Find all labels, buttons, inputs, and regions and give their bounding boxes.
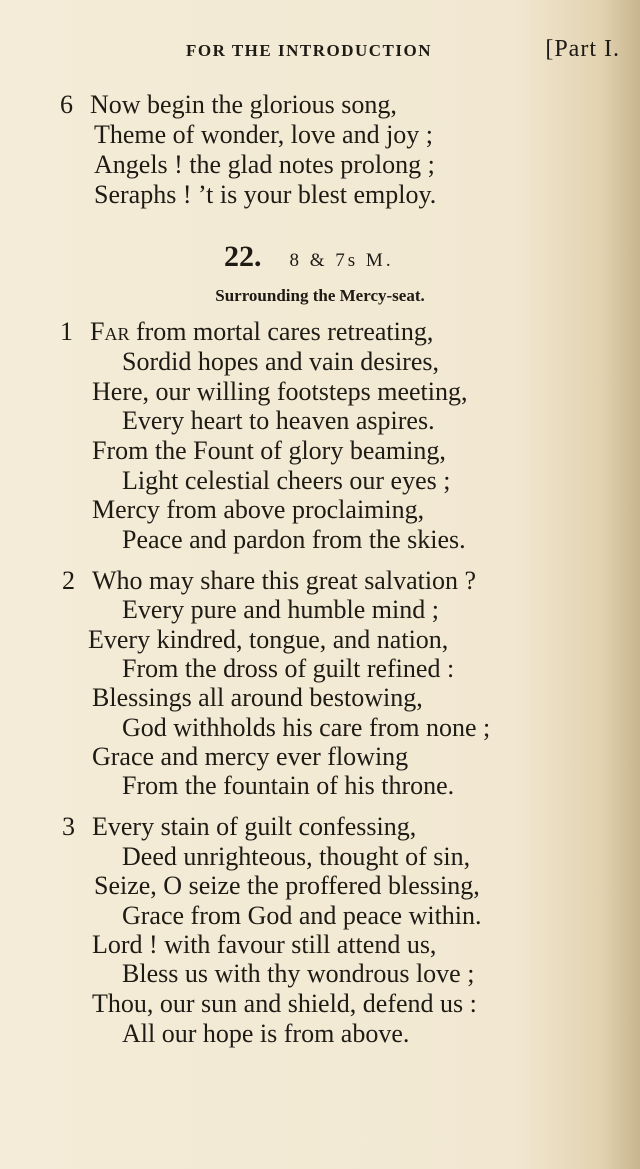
verse-line: Now begin the glorious song, [90,90,397,119]
verse-line: Here, our willing footsteps meeting, [92,377,468,406]
verse-line [90,317,433,347]
verse-line: Every pure and humble mind ; [122,595,439,624]
verse-line: Theme of wonder, love and joy ; [94,120,434,149]
hymn-subtitle: Surrounding the Mercy-seat. [215,286,425,305]
hymn-number: 22. [224,240,262,273]
verse-line: Who may share this great salvation ? [92,566,477,595]
verse-line: Seize, O seize the proffered blessing, [94,871,480,900]
first-line-rest: from mortal cares retreating, [129,317,434,346]
stanza-number: 1 [60,317,73,346]
verse-line: From the dross of guilt refined : [122,654,455,683]
running-header [186,36,620,63]
verse-line: Blessings all around bestowing, [92,683,423,712]
verse-line: Mercy from above proclaiming, [92,495,425,524]
verse-line: Grace from God and peace within. [122,901,482,930]
running-title: FOR THE INTRODUCTION [186,41,432,60]
verse-line: Angels ! the glad notes prolong ; [94,150,435,179]
hymn-heading [224,240,394,274]
part-label: [Part I. [545,36,620,62]
verse-line: Every stain of guilt confessing, [92,812,417,841]
stanza-number: 3 [62,812,75,841]
stanza-number: 2 [62,566,75,595]
verse-line: Thou, our sun and shield, defend us : [92,989,477,1018]
first-word: Far [90,317,130,346]
hymn-meter: 8 & 7s M. [289,250,394,271]
verse-line: From the fountain of his throne. [122,771,455,800]
verse-line: Light celestial cheers our eyes ; [122,466,451,495]
stanza-number: 6 [60,90,73,119]
verse-line: Grace and mercy ever flowing [92,742,409,771]
verse-line: Bless us with thy wondrous love ; [122,959,475,988]
verse-line: Every kindred, tongue, and nation, [88,625,449,654]
verse-line: Lord ! with favour still attend us, [92,930,437,959]
verse-line: From the Fount of glory beaming, [92,436,446,465]
verse-line: All our hope is from above. [122,1019,410,1048]
verse-line: God withholds his care from none ; [122,713,491,742]
verse-line: Seraphs ! ’t is your blest employ. [94,180,437,209]
verse-line: Every heart to heaven aspires. [122,406,435,435]
verse-line: Deed unrighteous, thought of sin, [122,842,471,871]
verse-line: Peace and pardon from the skies. [122,525,466,554]
verse-line: Sordid hopes and vain desires, [122,347,440,376]
